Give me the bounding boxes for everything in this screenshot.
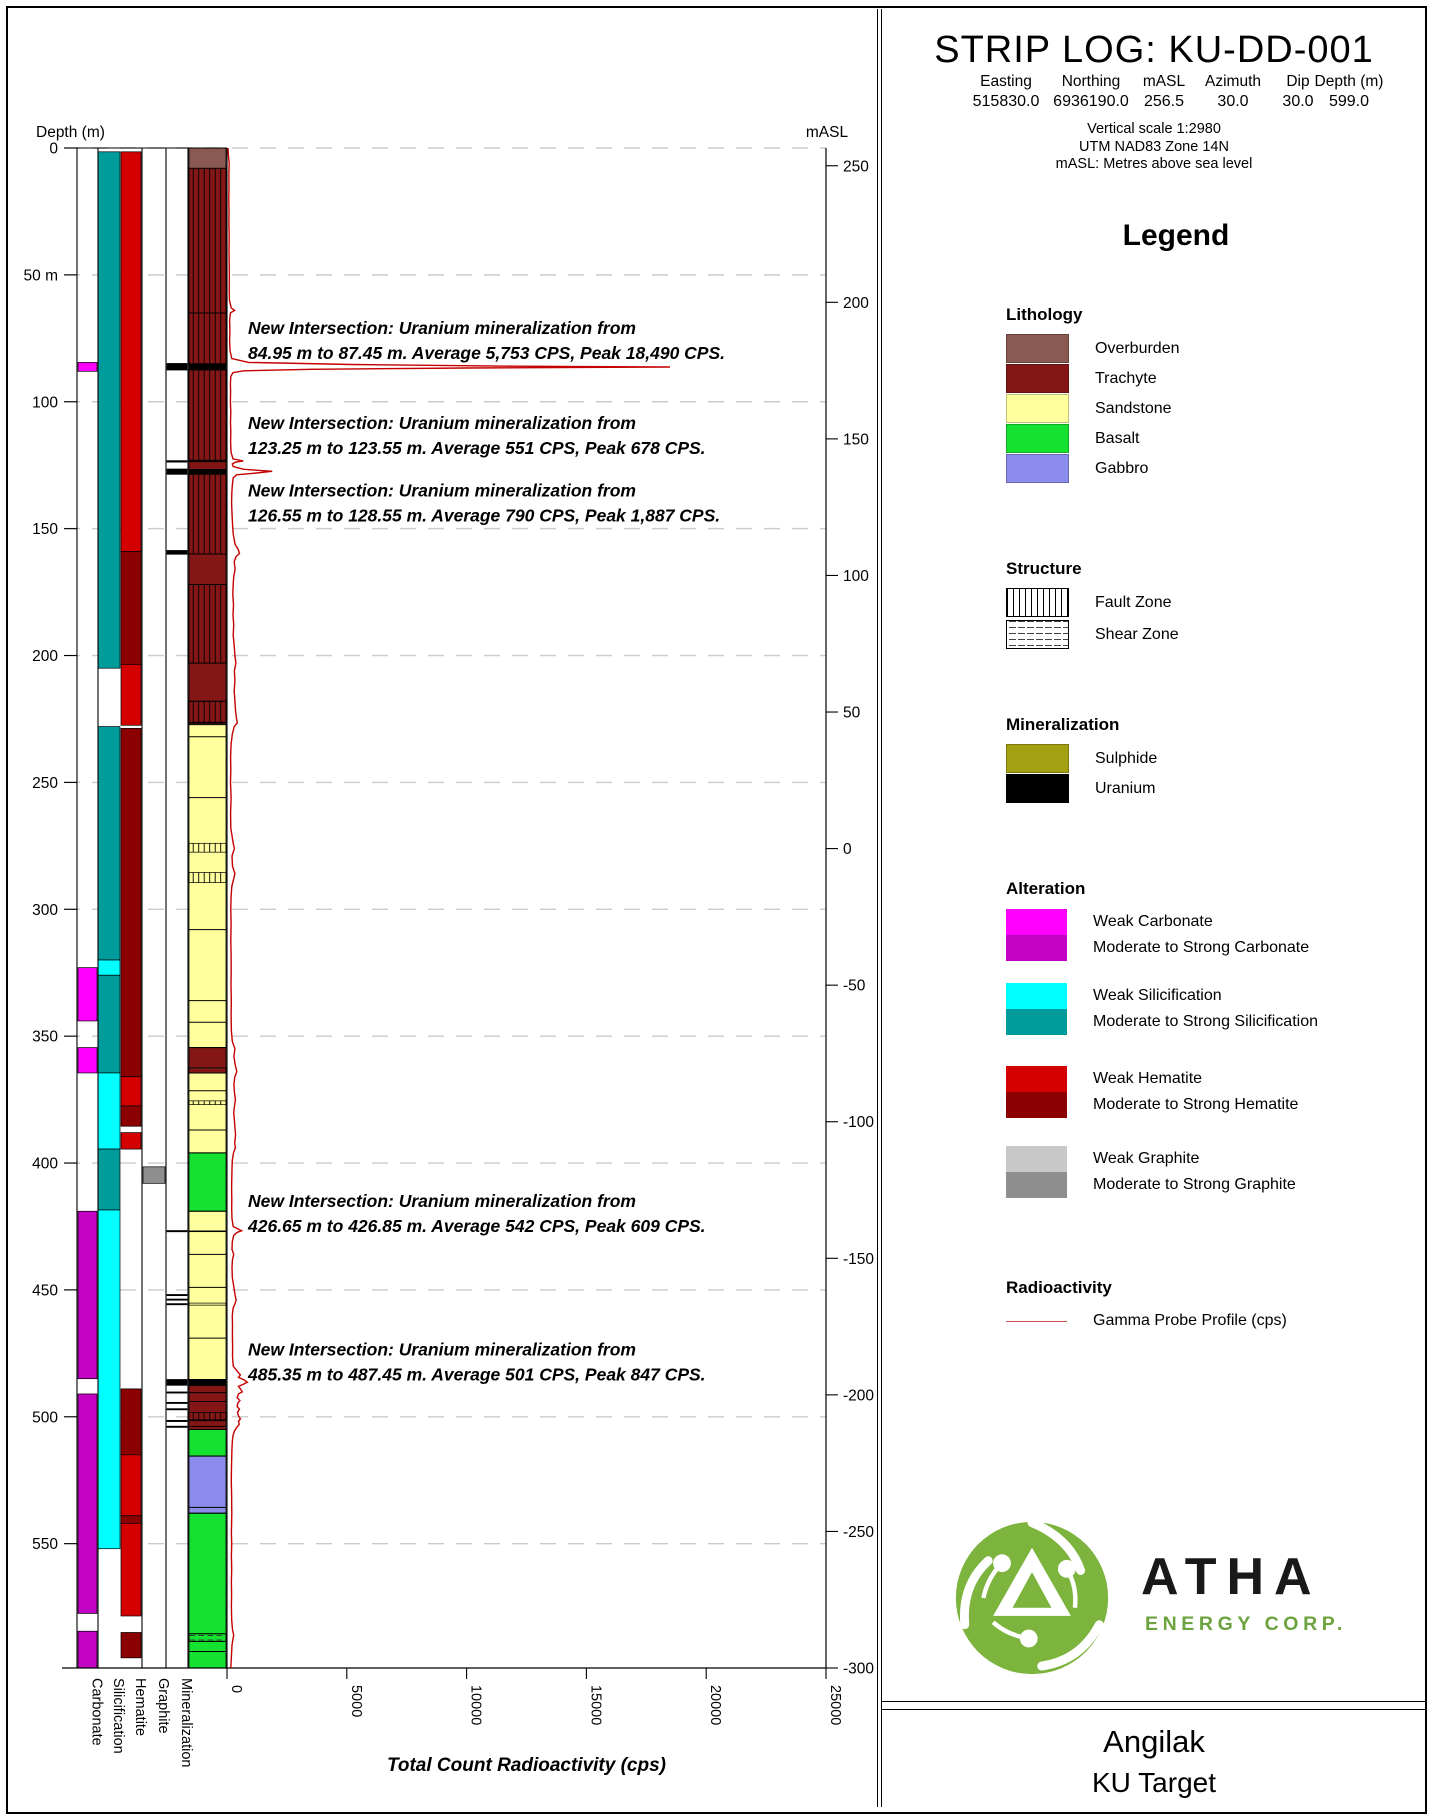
weak_silicification-swatch: [1006, 983, 1067, 1009]
svg-text:20000: 20000: [707, 1685, 724, 1726]
legend-item-label: Moderate to Strong Carbonate: [1093, 939, 1310, 956]
svg-text:250: 250: [843, 158, 869, 176]
overburden-swatch: [1006, 334, 1069, 363]
svg-text:400: 400: [32, 1155, 58, 1173]
legend-section-alteration: Alteration: [1006, 879, 1086, 898]
intersection-annotation: New Intersection: Uranium mineralization from 126.55 m to 128.55 m. Average 790 CPS, Peak 1,887 CPS.: [248, 480, 721, 526]
gamma-probe-profile: [228, 148, 670, 1668]
svg-text:-200: -200: [843, 1387, 875, 1405]
legend-item-label: Fault Zone: [1095, 593, 1172, 611]
target-name: KU Target: [1092, 1767, 1216, 1798]
legend-section-radioactivity: Radioactivity: [1006, 1278, 1112, 1297]
legend-alteration-pair: [1006, 909, 1416, 961]
legend-section-lithology: Lithology: [1006, 305, 1083, 324]
legend-item-uranium: [1006, 774, 1416, 803]
column-silicification: [98, 152, 120, 1549]
basalt-swatch: [1006, 424, 1069, 453]
legend-alteration-pair: [1006, 1146, 1416, 1198]
intersection-annotations: [247, 318, 725, 1384]
logo-subtext: ENERGY CORP.: [1145, 1613, 1347, 1635]
info-panel: [881, 9, 1426, 1807]
svg-text:200: 200: [843, 294, 869, 312]
collar-value: 6936190.0: [1053, 93, 1129, 110]
collar-label-dip: Dip: [1286, 73, 1310, 90]
column-carbonate: [78, 362, 97, 1668]
legend-item-label: Overburden: [1095, 339, 1180, 357]
legend-item-label: Sulphide: [1095, 749, 1158, 767]
axes: [62, 148, 838, 1679]
collar-label-azimuth: Azimuth: [1205, 73, 1261, 90]
gamma-line-swatch: [1006, 1321, 1067, 1322]
legend-item-label: Basalt: [1095, 429, 1140, 447]
collar-value: 30.0: [1217, 93, 1249, 110]
legend-item-label: Weak Graphite: [1093, 1150, 1200, 1167]
company-logo: [951, 1517, 1421, 1687]
legend-item-fault: [1006, 588, 1416, 617]
moderate_silicification-swatch: [1006, 1009, 1067, 1035]
svg-text:500: 500: [32, 1409, 58, 1427]
svg-text:0: 0: [228, 1685, 244, 1694]
legend-item-label: Weak Carbonate: [1093, 913, 1213, 930]
moderate_hematite-swatch: [1006, 1092, 1067, 1118]
legend-item-trachyte: [1006, 364, 1416, 393]
map-info-line: Vertical scale 1:2980: [1087, 121, 1221, 137]
svg-text:Total Count Radioactivity (cps: Total Count Radioactivity (cps): [386, 1755, 667, 1776]
svg-text:10000: 10000: [467, 1685, 484, 1726]
svg-text:150: 150: [32, 521, 58, 539]
svg-text:-150: -150: [843, 1250, 875, 1268]
svg-text:-300: -300: [843, 1660, 875, 1678]
svg-text:100: 100: [32, 394, 58, 412]
shear-swatch: [1006, 620, 1069, 649]
legend-item-label: Moderate to Strong Silicification: [1093, 1013, 1318, 1030]
legend-item-gabbro: [1006, 454, 1416, 483]
legend-item-sulphide: [1006, 744, 1416, 773]
collar-value: 599.0: [1328, 93, 1370, 110]
axis-labels: [24, 124, 875, 1776]
legend-item-label: Moderate to Strong Graphite: [1093, 1176, 1296, 1193]
legend-section-mineralization: Mineralization: [1006, 715, 1120, 734]
collar-value: 515830.0: [972, 93, 1040, 110]
collar-value: 30.0: [1282, 93, 1314, 110]
column-mineralization: [167, 363, 187, 1427]
map-info-line: mASL: Metres above sea level: [1055, 156, 1253, 172]
legend-item-gamma: [1006, 1312, 1416, 1330]
svg-text:mASL: mASL: [805, 124, 849, 141]
legend-item-label: Weak Silicification: [1093, 987, 1222, 1004]
svg-text:25000: 25000: [827, 1685, 843, 1726]
svg-text:Depth (m): Depth (m): [36, 124, 105, 141]
legend-alteration-pair: [1006, 983, 1416, 1035]
svg-text:350: 350: [32, 1028, 58, 1046]
column-graphite: [143, 1167, 165, 1183]
legend-item-label: Trachyte: [1095, 369, 1157, 387]
legend-item-label: Sandstone: [1095, 399, 1172, 417]
map-info-line: UTM NAD83 Zone 14N: [1079, 138, 1229, 155]
fault-swatch: [1006, 588, 1069, 617]
svg-text:100: 100: [843, 567, 869, 585]
gamma-probe-trace: [228, 148, 670, 1668]
svg-text:200: 200: [32, 648, 58, 666]
collar-label-depthm: Depth (m): [1314, 73, 1384, 90]
svg-text:-50: -50: [843, 977, 866, 995]
legend-section-structure: Structure: [1006, 559, 1082, 578]
collar-label-northing: Northing: [1061, 73, 1121, 90]
collar-label-masl: mASL: [1142, 73, 1186, 90]
atha-logo-icon: [951, 1517, 1113, 1679]
weak_graphite-swatch: [1006, 1146, 1067, 1172]
column-hematite: [121, 152, 141, 1658]
svg-text:Hematite: Hematite: [132, 1678, 148, 1737]
logo-wordmark: ATHA: [1141, 1548, 1322, 1606]
legend-alteration-pair: [1006, 1066, 1416, 1118]
legend-item-label: Gamma Probe Profile (cps): [1093, 1312, 1287, 1329]
svg-text:Silicification: Silicification: [110, 1678, 126, 1754]
weak_carbonate-swatch: [1006, 909, 1067, 935]
lithology-column: [189, 148, 226, 1668]
uranium-swatch: [1006, 774, 1069, 803]
strip-log-chart-panel: [9, 9, 878, 1807]
intersection-annotation: New Intersection: Uranium mineralization from 123.25 m to 123.55 m. Average 551 CPS, Peak 678 CPS.: [248, 413, 706, 459]
svg-text:250: 250: [32, 774, 58, 792]
svg-text:150: 150: [843, 431, 869, 449]
legend-item-basalt: [1006, 424, 1416, 453]
trachyte-swatch: [1006, 364, 1069, 393]
svg-text:50: 50: [843, 704, 861, 722]
svg-text:Carbonate: Carbonate: [88, 1678, 105, 1746]
strip-log-chart: [9, 9, 886, 1807]
svg-text:15000: 15000: [587, 1685, 604, 1726]
moderate_carbonate-swatch: [1006, 935, 1067, 961]
svg-text:Graphite: Graphite: [155, 1678, 171, 1734]
intersection-annotation: New Intersection: Uranium mineralization from 84.95 m to 87.45 m. Average 5,753 CPS, Peak 18,490 CPS.: [248, 318, 726, 364]
svg-text:Mineralization: Mineralization: [178, 1678, 194, 1768]
collar-label-easting: Easting: [980, 73, 1032, 90]
svg-text:-100: -100: [843, 1114, 875, 1132]
moderate_graphite-swatch: [1006, 1172, 1067, 1198]
svg-text:550: 550: [32, 1536, 58, 1554]
sulphide-swatch: [1006, 744, 1069, 773]
legend: [1006, 219, 1416, 1330]
legend-item-shear: [1006, 620, 1416, 649]
svg-text:-250: -250: [843, 1523, 875, 1541]
legend-item-label: Moderate to Strong Hematite: [1093, 1096, 1299, 1113]
weak_hematite-swatch: [1006, 1066, 1067, 1092]
legend-item-sandstone: [1006, 394, 1416, 423]
footer-divider: [882, 1701, 1426, 1702]
legend-item-label: Weak Hematite: [1093, 1070, 1203, 1087]
svg-text:0: 0: [843, 841, 852, 859]
legend-title: Legend: [1122, 219, 1230, 252]
collar-value: 256.5: [1143, 93, 1185, 110]
legend-item-label: Uranium: [1095, 779, 1156, 797]
sandstone-swatch: [1006, 394, 1069, 423]
legend-item-overburden: [1006, 334, 1416, 363]
gabbro-swatch: [1006, 454, 1069, 483]
svg-text:50 m: 50 m: [23, 267, 58, 285]
svg-text:0: 0: [49, 140, 58, 158]
legend-item-label: Gabbro: [1095, 459, 1149, 477]
project-name: Angilak: [1103, 1724, 1205, 1759]
intersection-annotation: New Intersection: Uranium mineralization from 426.65 m to 426.85 m. Average 542 CPS, Peak 609 CPS.: [248, 1190, 706, 1236]
page-title: STRIP LOG: KU-DD-001: [934, 29, 1374, 71]
svg-text:300: 300: [32, 901, 58, 919]
intersection-annotation: New Intersection: Uranium mineralization from 485.35 m to 487.45 m. Average 501 CPS, Peak 847 CPS.: [248, 1339, 706, 1385]
svg-text:5000: 5000: [347, 1685, 364, 1718]
legend-item-label: Shear Zone: [1095, 625, 1179, 643]
svg-text:450: 450: [32, 1282, 58, 1300]
title-block: [882, 1709, 1426, 1808]
